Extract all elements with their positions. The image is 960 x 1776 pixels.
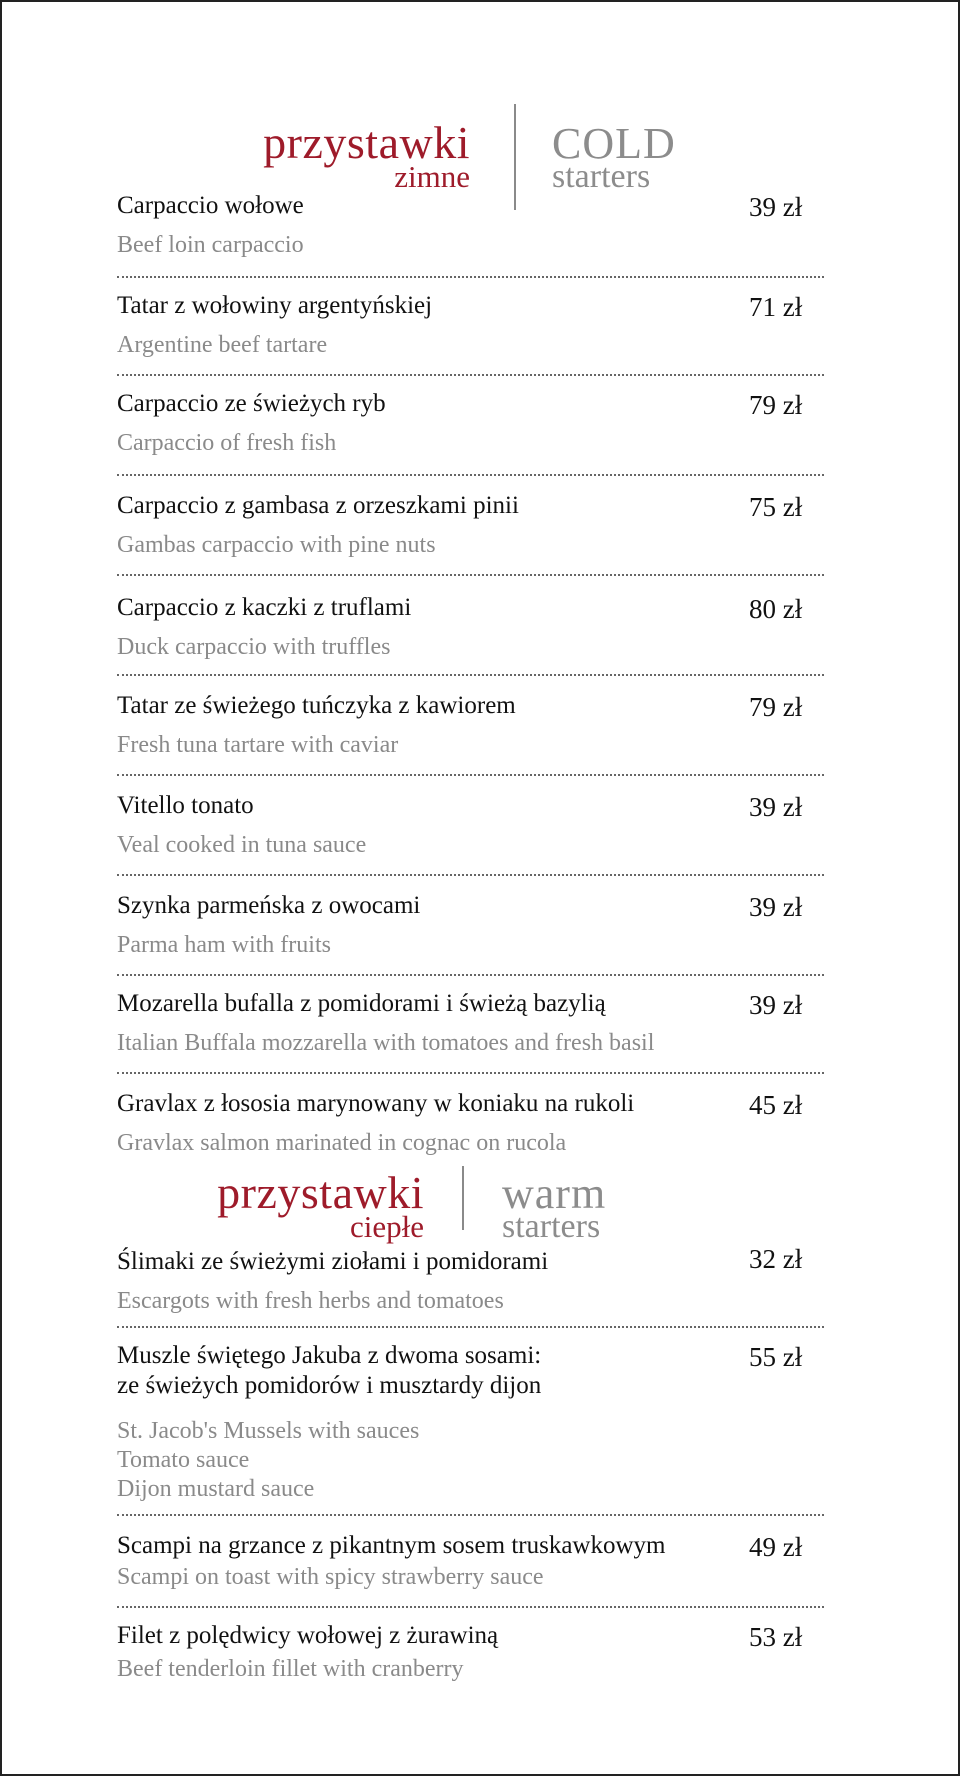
- menu-item: [117, 990, 824, 1060]
- item-name-en: Parma ham with fruits: [117, 932, 331, 958]
- dotted-separator: [117, 674, 824, 676]
- item-name-pl: Szynka parmeńska z owocami: [117, 892, 421, 919]
- item-name-en: Carpaccio of fresh fish: [117, 430, 337, 456]
- dotted-separator: [117, 1072, 824, 1074]
- heading-en-line2: starters: [552, 158, 651, 195]
- item-price: 71 zł: [749, 292, 803, 322]
- menu-item: [117, 594, 824, 664]
- item-name-en: Gambas carpaccio with pine nuts: [117, 532, 436, 558]
- dotted-separator: [117, 574, 824, 576]
- item-name-pl: Filet z polędwicy wołowej z żurawiną: [117, 1622, 499, 1649]
- menu-item: [117, 390, 824, 460]
- item-price: 79 zł: [749, 390, 803, 420]
- heading-en-line2: starters: [502, 1208, 601, 1245]
- item-name-pl: Carpaccio z kaczki z truflami: [117, 594, 412, 621]
- item-name-pl-line1: Muszle świętego Jakuba z dwoma sosami:: [117, 1342, 542, 1369]
- item-price: 39 zł: [749, 990, 803, 1020]
- heading-pl-line2: zimne: [394, 159, 470, 194]
- item-price: 80 zł: [749, 594, 803, 624]
- heading-pl-line1: przystawki: [217, 1167, 424, 1218]
- item-price: 45 zł: [749, 1090, 803, 1120]
- item-name-pl: Mozarella bufalla z pomidorami i świeżą bazylią: [117, 990, 606, 1017]
- item-name-en: Duck carpaccio with truffles: [117, 634, 391, 660]
- item-price: 53 zł: [749, 1622, 803, 1652]
- item-name-en: Argentine beef tartare: [117, 332, 328, 358]
- item-name-pl: Tatar ze świeżego tuńczyka z kawiorem: [117, 692, 516, 719]
- dotted-separator: [117, 474, 824, 476]
- menu-item: [117, 692, 824, 762]
- item-name-pl: Carpaccio wołowe: [117, 192, 304, 219]
- item-name-en: Scampi on toast with spicy strawberry sauce: [117, 1564, 544, 1590]
- heading-en-line1: COLD: [552, 119, 676, 168]
- menu-item: [117, 492, 824, 562]
- heading-divider: [462, 1166, 464, 1230]
- dotted-separator: [117, 1514, 824, 1516]
- item-name-pl-line2: ze świeżych pomidorów i musztardy dijon: [117, 1372, 542, 1399]
- menu-item: [117, 792, 824, 862]
- heading-pl-cold: [263, 117, 470, 194]
- dotted-separator: [117, 276, 824, 278]
- heading-pl-warm: [217, 1167, 424, 1244]
- item-price: 39 zł: [749, 792, 803, 822]
- heading-en-cold: [552, 119, 676, 195]
- dotted-separator: [117, 374, 824, 376]
- heading-en-warm: [502, 1169, 607, 1245]
- item-name-pl: Scampi na grzance z pikantnym sosem truskawkowym: [117, 1532, 666, 1559]
- item-name-en-line1: St. Jacob's Mussels with sauces: [117, 1418, 420, 1444]
- item-name-pl: Carpaccio z gambasa z orzeszkami pinii: [117, 492, 519, 519]
- menu-item: [117, 192, 824, 262]
- menu-item: [117, 1342, 824, 1502]
- menu-item: [117, 1090, 824, 1160]
- item-name-en: Fresh tuna tartare with caviar: [117, 732, 399, 758]
- dotted-separator: [117, 1326, 824, 1328]
- item-name-pl: Carpaccio ze świeżych ryb: [117, 390, 386, 417]
- item-name-pl: Tatar z wołowiny argentyńskiej: [117, 292, 433, 319]
- heading-pl-line1: przystawki: [263, 117, 470, 168]
- item-price: 75 zł: [749, 492, 803, 522]
- item-name-en: Beef tenderloin fillet with cranberry: [117, 1656, 464, 1682]
- item-price: 55 zł: [749, 1342, 803, 1372]
- menu-item: [117, 1532, 824, 1596]
- item-name-en: Italian Buffala mozzarella with tomatoes and fresh basil: [117, 1030, 655, 1056]
- dotted-separator: [117, 874, 824, 876]
- item-name-en: Beef loin carpaccio: [117, 232, 304, 258]
- item-name-en-line3: Dijon mustard sauce: [117, 1476, 315, 1502]
- item-price: 39 zł: [749, 892, 803, 922]
- item-price: 49 zł: [749, 1532, 803, 1562]
- menu-item: [117, 292, 824, 362]
- item-name-en: Veal cooked in tuna sauce: [117, 832, 367, 858]
- item-price: 39 zł: [749, 192, 803, 222]
- item-name-en-line2: Tomato sauce: [117, 1447, 250, 1473]
- heading-en-line1: warm: [502, 1169, 607, 1218]
- heading-pl-line2: ciepłe: [349, 1209, 424, 1244]
- item-price: 79 zł: [749, 692, 803, 722]
- item-name-pl: Vitello tonato: [117, 792, 254, 819]
- dotted-separator: [117, 1606, 824, 1608]
- item-name-en: Escargots with fresh herbs and tomatoes: [117, 1288, 504, 1314]
- menu-item: [117, 1244, 824, 1318]
- item-name-pl: Ślimaki ze świeżymi ziołami i pomidorami: [117, 1248, 549, 1275]
- item-name-en: Gravlax salmon marinated in cognac on rucola: [117, 1130, 567, 1156]
- menu-item: [117, 892, 824, 962]
- menu-item: [117, 1622, 824, 1692]
- dotted-separator: [117, 774, 824, 776]
- item-price: 32 zł: [749, 1244, 803, 1274]
- item-name-pl: Gravlax z łososia marynowany w koniaku na rukoli: [117, 1090, 635, 1117]
- dotted-separator: [117, 974, 824, 976]
